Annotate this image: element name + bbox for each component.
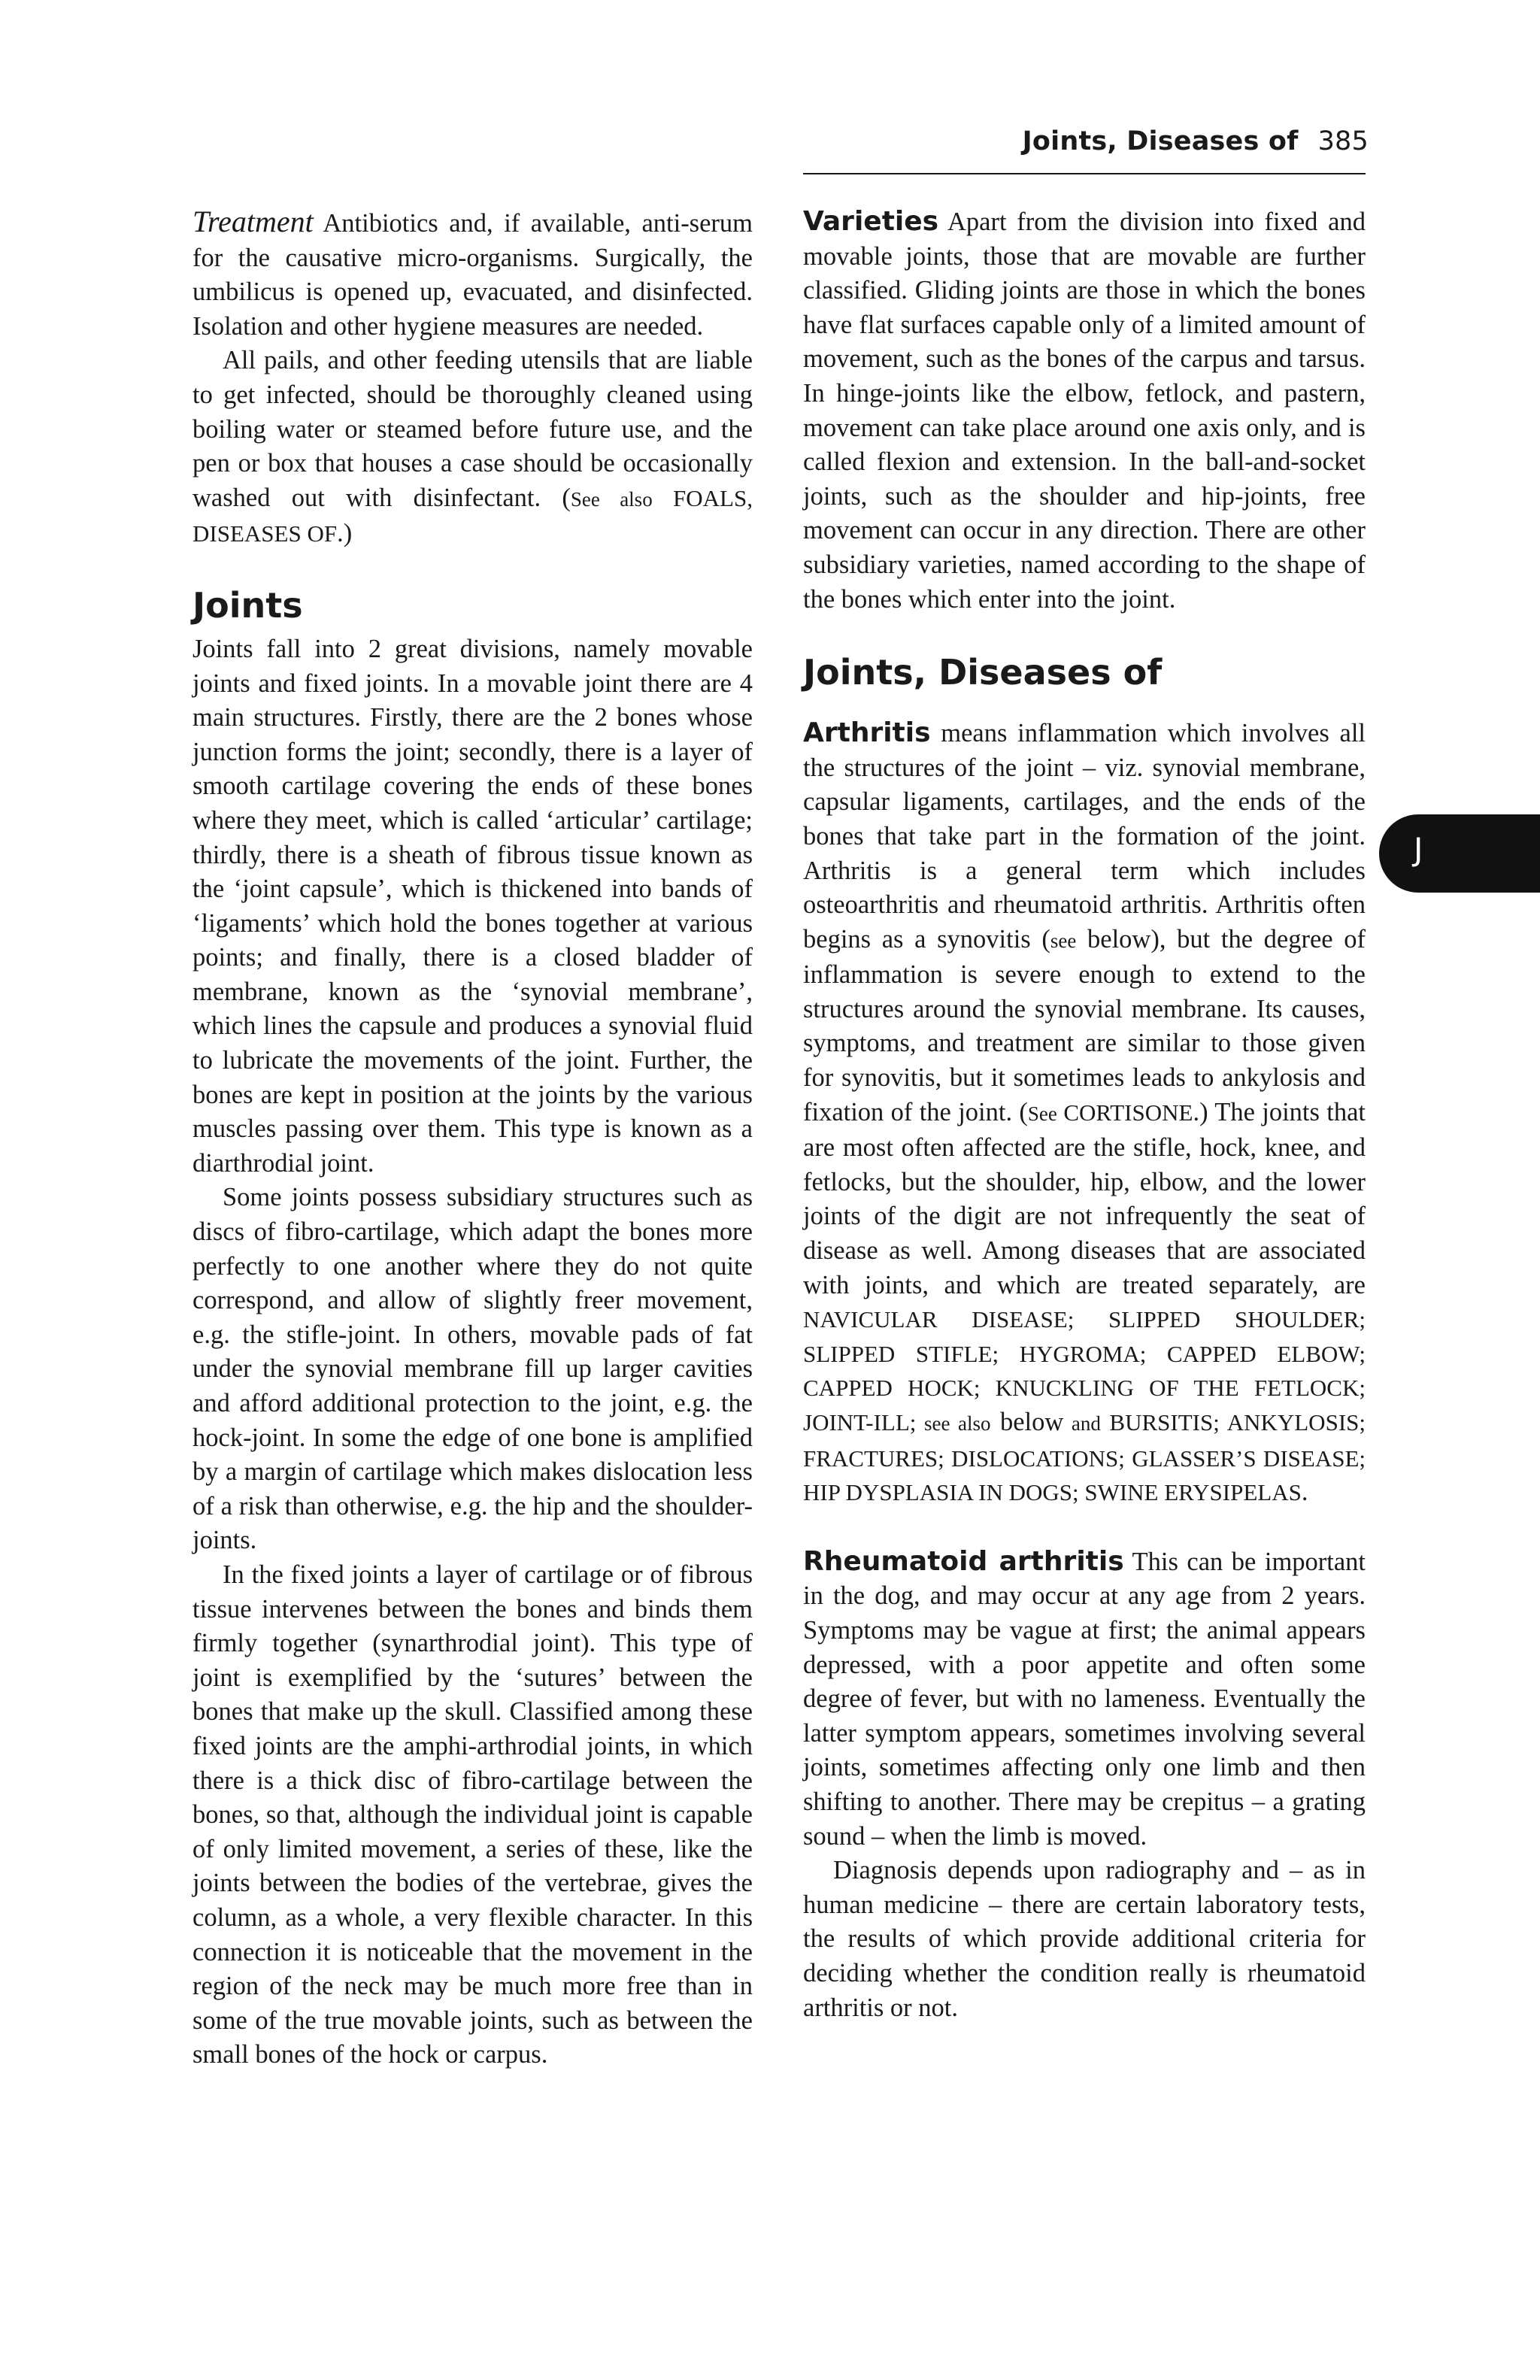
arthritis-runin: Arthritis	[803, 717, 931, 749]
header-rule	[803, 173, 1366, 174]
spacer	[192, 626, 753, 632]
joints-heading: Joints	[192, 584, 303, 626]
see-label: see	[1050, 929, 1077, 952]
cross-reference-list: BURSITIS; ANKYLOSIS; FRACTURES; DISLOCATIONS; GLASSER’S DISEASE; HIP DYSPLASIA IN DOGS; SWINE ERYSIPELAS	[803, 1409, 1366, 1506]
varieties-paragraph	[803, 205, 1366, 617]
joints-diseases-heading: Joints, Diseases of	[803, 652, 1163, 693]
rheumatoid-text: This can be important in the dog, and may occur at any age from 2 years. Symptoms may be vague at first; the animal appears depressed, with a poor appetite and often some degree of fever, but with no lameness. Eventually the latter symptom appears, sometimes involving several joints, sometimes affecting only one limb and then shifting to another. There may be crepitus – a grating sound – when the limb is moved.	[803, 1547, 1366, 1851]
joints-paragraph-3: In the fixed joints a layer of cartilage or of fibrous tissue intervenes between the bones and binds them firmly together (synarthrodial joint). This type of joint is exemplified by the ‘sutures’ between the bones that make up the skull. Classified among these fixed joints are the amphi-arthrodial joints, in which there is a thick disc of fibro-cartilage between the bones, so that, although the individual joint is capable of only limited movement, a series of these, like the joints between the bodies of the vertebrae, gives the column, as a whole, a very flexible character. In this connection it is noticeable that the movement in the region of the neck may be much more free than in some of the true movable joints, such as between the small bones of the hock or carpus.	[192, 1560, 753, 2069]
running-head	[797, 126, 1369, 156]
pails-end: .)	[337, 519, 353, 548]
treatment-paragraph	[192, 205, 753, 344]
see-label: See	[1027, 1102, 1057, 1125]
thumb-tab-letter: J	[1414, 831, 1423, 868]
treatment-text: Antibiotics and, if available, anti-serum for the causative micro-organisms. Surgically, the umbilicus is opened up, evacuated, and disinfected. Isolation and other hygiene measures are needed.	[192, 209, 753, 341]
rheumatoid-paragraph	[803, 1545, 1366, 1854]
page-number: 385	[1317, 126, 1369, 156]
cross-reference: CORTISONE	[1056, 1099, 1193, 1126]
cross-reference: FOALS, DISEASES OF	[192, 484, 753, 547]
see-also-label: see also	[916, 1412, 991, 1435]
arthritis-text-2: below), but the degree of inflammation is severe enough to extend to the structures around the synovial membrane. Its causes, symptoms, and treatment are similar to those given for synovitis, but it sometimes leads to ankylosis and fixation of the joint. (	[803, 924, 1366, 1126]
and-label: and	[1063, 1412, 1101, 1435]
left-column	[192, 205, 753, 2072]
pails-text: All pails, and other feeding utensils that are liable to get infected, should be thoroughly cleaned using boiling water or steamed before future use, and the pen or box that houses a case should be occasionally washed out with disinfectant. (	[192, 346, 753, 512]
running-head-title: Joints, Diseases of	[1022, 126, 1299, 156]
thumb-index-tab	[1379, 814, 1540, 893]
diagnosis-paragraph: Diagnosis depends upon radiography and – as in human medicine – there are certain laboratory tests, the results of which provide additional criteria for deciding whether the condition really is rheumatoid arthritis or not.	[803, 1856, 1366, 2022]
treatment-runin: Treatment	[192, 205, 314, 238]
spacer	[803, 617, 1366, 651]
spacer	[803, 693, 1366, 716]
spacer	[803, 1510, 1366, 1545]
rheumatoid-runin: Rheumatoid arthritis	[803, 1545, 1124, 1577]
arthritis-end: .	[1301, 1478, 1308, 1507]
joints-paragraph-2: Some joints possess subsidiary structures such as discs of fibro-cartilage, which adapt the bones more perfectly to one another where they do not quite correspond, and allow of slightly freer movement, e.g. the stifle-joint. In others, movable pads of fat under the synovial membrane fill up larger cavities and afford additional protection to the joint, e.g. the hock-joint. In some the edge of one bone is amplified by a margin of cartilage which makes dislocation less of a risk than otherwise, e.g. the hip and the shoulder-joints.	[192, 1183, 753, 1555]
cross-reference-list: NAVICULAR DISEASE; SLIPPED SHOULDER; SLIPPED STIFLE; HYGROMA; CAPPED ELBOW; CAPPED HOCK; KNUCKLING OF THE FETLOCK; JOINT-ILL;	[803, 1306, 1366, 1436]
varieties-text: Apart from the division into fixed and movable joints, those that are movable are further classified. Gliding joints are those in which the bones have flat surfaces capable only of a limited amount of movement, such as the bones of the carpus and tarsus. In hinge-joints like the elbow, fetlock, and pastern, movement can take place around one axis only, and is called flexion and extension. In the ball-and-socket joints, such as the shoulder and hip-joints, free movement can occur in any direction. There are other subsidiary varieties, named according to the shape of the bones which enter into the joint.	[803, 208, 1366, 614]
spacer	[192, 551, 753, 584]
joints-paragraph-1: Joints fall into 2 great divisions, namely movable joints and fixed joints. In a movable joint there are 4 main structures. Firstly, there are the 2 bones whose junction forms the joint; secondly, there is a layer of smooth cartilage covering the ends of these bones where they meet, which is called ‘articular’ cartilage; thirdly, there is a sheath of fibrous tissue known as the ‘joint capsule’, which is thickened into bands of ‘ligaments’ which hold the bones together at various points; and finally, there is a closed bladder of membrane, known as the ‘synovial membrane’, which lines the capsule and produces a synovial fluid to lubricate the movements of the joint. Further, the bones are kept in position at the joints by the various muscles passing over them. This type is known as a diarthrodial joint.	[192, 634, 753, 1178]
pails-paragraph	[192, 344, 753, 551]
arthritis-text-1: means inflammation which involves all the structures of the joint – viz. synovial membrane, capsular ligaments, cartilages, and the ends of the bones that take part in the formation of the joint. Arthritis is a general term which includes osteoarthritis and rheumatoid arthritis. Arthritis often begins as a synovitis (	[803, 719, 1366, 954]
arthritis-paragraph	[803, 716, 1366, 1510]
see-also-label: See also	[570, 487, 653, 511]
arthritis-text-3: .) The joints that are most often affected are the stifle, hock, knee, and fetlocks, but the shoulder, hip, elbow, and the lower joints of the digit are not infrequently the seat of disease as well. Among diseases that are associated with joints, and which are treated separately, are	[803, 1097, 1366, 1299]
right-column	[803, 205, 1366, 2025]
varieties-runin: Varieties	[803, 206, 939, 237]
arthritis-text-4: below	[990, 1408, 1064, 1436]
